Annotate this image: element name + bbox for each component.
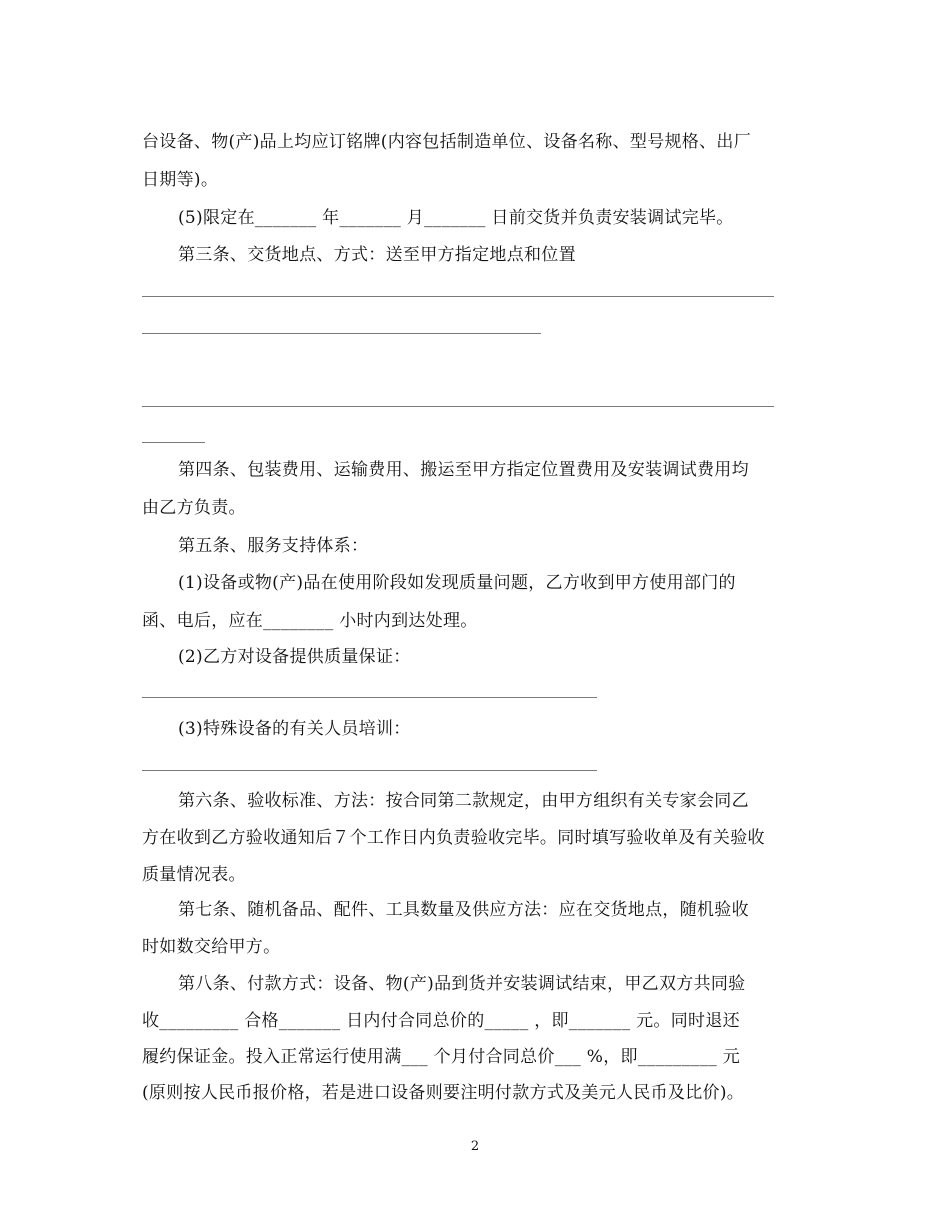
article-5-heading: 第五条、服务支持体系： — [178, 536, 369, 556]
blank-fill-line — [142, 442, 205, 443]
article-8-text: 第八条、付款方式：设备、物(产)品到货并安装调试结束，甲乙双方共同验 — [178, 974, 746, 994]
article-5-item-1: 函、电后，应在________ 小时内到达处理。 — [142, 611, 478, 631]
article-8-text: 履约保证金。投入正常运行使用满___ 个月付合同总价___ %，即_________ 元 — [142, 1047, 741, 1067]
article-5-item-3: (3)特殊设备的有关人员培训： — [178, 719, 411, 739]
blank-fill-line — [142, 333, 541, 334]
clause-text-line: 台设备、物(产)品上均应订铭牌(内容包括制造单位、设备名称、型号规格、出厂 — [142, 132, 751, 152]
article-5-item-2: (2)乙方对设备提供质量保证： — [178, 647, 411, 667]
delivery-deadline-line: (5)限定在_______ 年_______ 月_______ 日前交货并负责安装调试完毕。 — [178, 208, 734, 228]
article-6-text: 方在收到乙方验收通知后７个工作日内负责验收完毕。同时填写验收单及有关验收 — [142, 828, 765, 848]
article-3-heading: 第三条、交货地点、方式：送至甲方指定地点和位置 — [178, 245, 576, 265]
article-4-text: 由乙方负责。 — [142, 498, 246, 518]
blank-fill-line — [142, 296, 774, 297]
article-8-text: (原则按人民币报价格，若是进口设备则要注明付款方式及美元人民币及比价)。 — [142, 1083, 745, 1103]
blank-fill-line — [142, 406, 774, 407]
article-4-text: 第四条、包装费用、运输费用、搬运至甲方指定位置费用及安装调试费用均 — [178, 460, 749, 480]
article-7-text: 时如数交给甲方。 — [142, 937, 281, 957]
article-6-text: 质量情况表。 — [142, 865, 246, 885]
article-8-text: 收_________ 合格_______ 日内付合同总价的_____ ，即_______ 元。同时退还 — [142, 1011, 740, 1031]
article-7-text: 第七条、随机备品、配件、工具数量及供应方法：应在交货地点，随机验收 — [178, 900, 749, 920]
clause-text-line: 日期等)。 — [142, 170, 219, 190]
article-5-item-1: (1)设备或物(产)品在使用阶段如发现质量问题，乙方收到甲方使用部门的 — [178, 573, 736, 593]
blank-fill-line — [142, 770, 597, 771]
page-number: 2 — [470, 1139, 480, 1154]
article-6-text: 第六条、验收标准、方法：按合同第二款规定，由甲方组织有关专家会同乙 — [178, 791, 749, 811]
blank-fill-line — [142, 697, 597, 698]
